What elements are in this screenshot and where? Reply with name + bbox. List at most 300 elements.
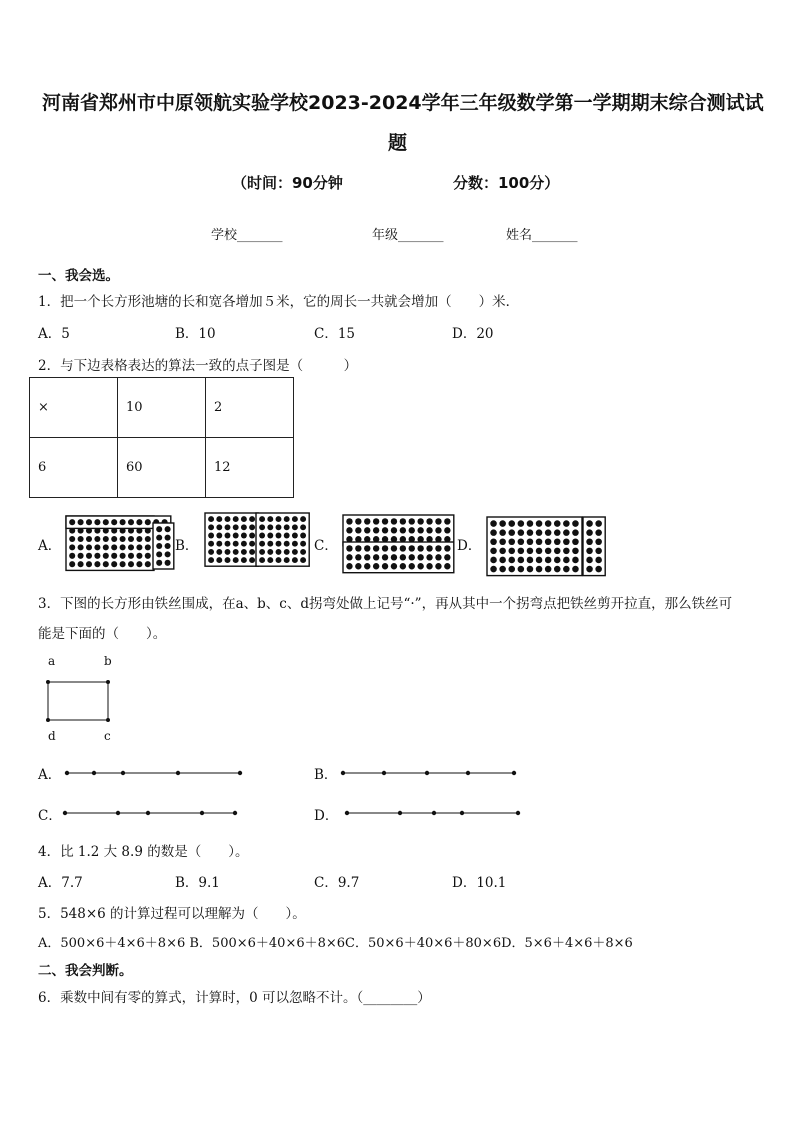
dot	[267, 524, 273, 530]
q3-option-b[interactable]: B．	[314, 767, 338, 783]
q2-option-d[interactable]: D．	[457, 538, 482, 554]
dot	[563, 557, 570, 564]
table-cell: 10	[118, 378, 206, 438]
dot	[225, 541, 231, 547]
dot	[382, 518, 388, 524]
dot	[545, 557, 552, 564]
dot	[382, 563, 388, 569]
dot	[499, 557, 506, 564]
dot	[364, 545, 370, 551]
dot	[267, 549, 273, 555]
dot	[86, 544, 92, 550]
dot	[346, 554, 352, 560]
dot	[554, 520, 561, 527]
q3-option-a[interactable]: A．	[38, 767, 62, 783]
dot	[444, 518, 450, 524]
question-3-text-line1: 3．下图的长方形由铁丝围成，在a、b、c、d拐弯处做上记号“·”，再从其中一个拐弯点把铁丝剪开拉直，那么铁丝可	[38, 596, 733, 612]
dot	[409, 527, 415, 533]
dot	[292, 557, 298, 563]
dot	[536, 548, 543, 555]
dot-block	[153, 523, 174, 569]
dot	[586, 520, 593, 527]
dot	[586, 529, 593, 536]
dot	[94, 544, 100, 550]
dot	[241, 533, 247, 539]
wire-line-option-a	[62, 766, 247, 780]
dot	[165, 560, 171, 566]
dot	[364, 518, 370, 524]
dot	[145, 536, 151, 542]
dot	[249, 516, 255, 522]
dot	[292, 524, 298, 530]
dot	[409, 563, 415, 569]
table-cell: 12	[206, 438, 294, 498]
dot-array-option-a	[65, 514, 165, 568]
dot	[284, 524, 290, 530]
dot	[444, 563, 450, 569]
dot	[527, 520, 534, 527]
dot	[527, 548, 534, 555]
dot	[490, 538, 497, 545]
dot	[216, 516, 222, 522]
dot	[364, 527, 370, 533]
dot	[165, 526, 171, 532]
q1-option-b[interactable]: B．10	[175, 326, 216, 342]
dot	[595, 557, 602, 564]
q1-option-d[interactable]: D．20	[452, 326, 494, 342]
wire-line-option-c	[60, 806, 245, 820]
dot	[545, 566, 552, 573]
dot	[595, 538, 602, 545]
dot	[292, 533, 298, 539]
dot	[259, 516, 265, 522]
dot	[435, 518, 441, 524]
dot	[120, 561, 126, 567]
dot-block	[583, 517, 605, 576]
dot	[249, 549, 255, 555]
dot	[400, 518, 406, 524]
dot	[94, 519, 100, 525]
dot	[508, 566, 515, 573]
dot	[527, 557, 534, 564]
dot	[373, 554, 379, 560]
dot	[241, 516, 247, 522]
dot	[536, 566, 543, 573]
dot	[276, 516, 282, 522]
dot	[355, 545, 361, 551]
dot	[69, 519, 75, 525]
corner-label-a: a	[48, 654, 56, 668]
dot	[435, 545, 441, 551]
dot	[572, 557, 579, 564]
dot	[595, 520, 602, 527]
dot	[216, 549, 222, 555]
dot	[128, 544, 134, 550]
dot	[208, 533, 214, 539]
dot	[391, 527, 397, 533]
question-5-text: 5．548×6 的计算过程可以理解为（ ）。	[38, 906, 306, 922]
grade-field[interactable]: 年级_______	[372, 228, 444, 243]
q1-option-c[interactable]: C．15	[314, 326, 356, 342]
question-4-text: 4．比 1.2 大 8.9 的数是（ ）。	[38, 844, 249, 860]
dot	[586, 566, 593, 573]
dot	[241, 541, 247, 547]
dot	[241, 557, 247, 563]
dot	[120, 519, 126, 525]
dot	[545, 529, 552, 536]
dot	[400, 527, 406, 533]
wire-line-option-d	[342, 806, 527, 820]
dot	[527, 566, 534, 573]
dot	[364, 554, 370, 560]
wire-line-option-b	[338, 766, 523, 780]
dot	[78, 553, 84, 559]
dot	[249, 557, 255, 563]
dot	[292, 516, 298, 522]
dot	[103, 544, 109, 550]
dot	[518, 520, 525, 527]
dot-array-option-d	[486, 516, 604, 570]
dot	[435, 554, 441, 560]
dot	[259, 524, 265, 530]
dot	[373, 563, 379, 569]
table-cell: 60	[118, 438, 206, 498]
dot-array-option-b	[204, 512, 304, 568]
dot	[346, 527, 352, 533]
dot	[545, 520, 552, 527]
dot	[518, 538, 525, 545]
dot	[225, 516, 231, 522]
dot	[508, 548, 515, 555]
dot	[382, 527, 388, 533]
dot	[554, 529, 561, 536]
dot	[382, 554, 388, 560]
dot	[536, 529, 543, 536]
dot	[284, 549, 290, 555]
dot	[409, 545, 415, 551]
dot	[128, 553, 134, 559]
q3-option-c[interactable]: C．	[38, 808, 62, 824]
dot	[233, 557, 239, 563]
question-1-text: 1．把一个长方形池塘的长和宽各增加５米，它的周长一共就会增加（ ）米．	[38, 294, 520, 310]
multiplication-table	[29, 377, 294, 498]
table-cell: ×	[30, 378, 118, 438]
dot	[259, 557, 265, 563]
page-title: 河南省郑州市中原领航实验学校2023-2024学年三年级数学第一学期期末综合测试试	[42, 92, 764, 114]
dot	[136, 561, 142, 567]
dot	[417, 545, 423, 551]
dot	[490, 566, 497, 573]
dot	[267, 557, 273, 563]
dot	[120, 544, 126, 550]
dot	[233, 549, 239, 555]
dot	[554, 566, 561, 573]
dot	[346, 545, 352, 551]
dot	[563, 566, 570, 573]
dot	[508, 520, 515, 527]
dot	[426, 563, 432, 569]
dot	[86, 536, 92, 542]
dot	[78, 536, 84, 542]
dot	[259, 549, 265, 555]
dot	[572, 538, 579, 545]
dot	[156, 526, 162, 532]
dot	[233, 516, 239, 522]
dot	[563, 520, 570, 527]
dot	[508, 557, 515, 564]
dot	[69, 544, 75, 550]
dot	[518, 548, 525, 555]
dot	[241, 524, 247, 530]
dot	[499, 566, 506, 573]
dot	[391, 518, 397, 524]
dot	[518, 566, 525, 573]
dot	[128, 519, 134, 525]
dot	[233, 541, 239, 547]
dot	[86, 561, 92, 567]
dot	[595, 529, 602, 536]
dot	[417, 563, 423, 569]
dot	[208, 541, 214, 547]
dot	[426, 527, 432, 533]
dot	[527, 529, 534, 536]
dot	[355, 527, 361, 533]
dot	[111, 536, 117, 542]
name-field[interactable]: 姓名_______	[506, 228, 578, 243]
dot	[216, 533, 222, 539]
q2-option-b[interactable]: B．	[175, 538, 199, 554]
exam-score: 分数：100分）	[453, 174, 560, 192]
dot	[435, 527, 441, 533]
dot	[136, 544, 142, 550]
dot	[444, 527, 450, 533]
dot	[103, 536, 109, 542]
dot	[128, 561, 134, 567]
dot	[595, 548, 602, 555]
dot	[208, 516, 214, 522]
page-title-continuation: 题	[388, 132, 408, 154]
dot	[364, 563, 370, 569]
dot	[355, 554, 361, 560]
dot	[69, 536, 75, 542]
table-cell: 2	[206, 378, 294, 438]
dot	[156, 551, 162, 557]
dot	[276, 533, 282, 539]
dot	[417, 527, 423, 533]
q2-option-c[interactable]: C．	[314, 538, 338, 554]
q4-option-c[interactable]: C．9.7	[314, 875, 360, 891]
q1-option-a[interactable]: A．5	[38, 326, 70, 342]
dot	[103, 561, 109, 567]
dot	[276, 549, 282, 555]
dot	[94, 553, 100, 559]
q4-option-d[interactable]: D．10.1	[452, 875, 507, 891]
dot	[554, 548, 561, 555]
dot	[499, 548, 506, 555]
dot	[78, 519, 84, 525]
dot	[284, 557, 290, 563]
dot	[208, 549, 214, 555]
dot-array-option-c	[342, 514, 454, 568]
exam-time: （时间：90分钟	[232, 174, 343, 192]
dot	[233, 533, 239, 539]
corner-label-b: b	[104, 654, 112, 668]
table-cell: 6	[30, 438, 118, 498]
dot	[69, 553, 75, 559]
dot	[563, 529, 570, 536]
question-2-text: 2．与下边表格表达的算法一致的点子图是（ ）	[38, 358, 358, 374]
dot	[444, 545, 450, 551]
dot	[572, 520, 579, 527]
dot	[490, 520, 497, 527]
dot	[111, 561, 117, 567]
wire-rectangle-diagram	[44, 678, 114, 724]
dot	[225, 557, 231, 563]
dot	[490, 529, 497, 536]
dot	[391, 554, 397, 560]
dot	[208, 524, 214, 530]
dot	[216, 541, 222, 547]
dot	[156, 560, 162, 566]
dot	[94, 536, 100, 542]
dot	[536, 538, 543, 545]
dot	[300, 533, 306, 539]
section-heading-choice: 一、我会选。	[38, 268, 119, 284]
dot	[499, 538, 506, 545]
dot	[563, 538, 570, 545]
dot	[391, 545, 397, 551]
section-heading-judgment: 二、我会判断。	[38, 963, 133, 979]
corner-label-d: d	[48, 729, 56, 743]
dot	[111, 519, 117, 525]
dot	[426, 518, 432, 524]
dot	[518, 557, 525, 564]
dot	[267, 533, 273, 539]
dot	[586, 557, 593, 564]
dot	[518, 529, 525, 536]
dot	[536, 520, 543, 527]
dot	[346, 563, 352, 569]
dot	[145, 553, 151, 559]
dot	[300, 516, 306, 522]
q5-options-line[interactable]: A．500×6＋4×6＋8×6 B．500×6＋40×6＋8×6C．50×6＋40×6＋80×6D．5×6＋4×6＋8×6	[38, 936, 633, 951]
dot	[292, 549, 298, 555]
dot	[69, 561, 75, 567]
dot	[103, 519, 109, 525]
dot	[225, 549, 231, 555]
dot	[499, 520, 506, 527]
dot	[300, 541, 306, 547]
dot	[572, 529, 579, 536]
dot	[259, 541, 265, 547]
dot	[508, 529, 515, 536]
dot	[284, 541, 290, 547]
dot	[409, 518, 415, 524]
school-field[interactable]: 学校_______	[211, 228, 283, 243]
dot	[400, 545, 406, 551]
dot	[444, 554, 450, 560]
dot	[259, 533, 265, 539]
dot	[216, 557, 222, 563]
dot	[225, 533, 231, 539]
dot	[409, 554, 415, 560]
dot	[136, 519, 142, 525]
q3-option-d[interactable]: D．	[314, 808, 339, 824]
q4-option-a[interactable]: A．7.7	[38, 875, 83, 891]
dot	[276, 524, 282, 530]
dot	[241, 549, 247, 555]
dot	[545, 548, 552, 555]
dot	[136, 536, 142, 542]
dot	[249, 541, 255, 547]
dot	[276, 557, 282, 563]
dot	[120, 553, 126, 559]
dot	[165, 535, 171, 541]
dot	[373, 545, 379, 551]
dot	[78, 544, 84, 550]
dot	[595, 566, 602, 573]
dot	[508, 538, 515, 545]
dot	[490, 557, 497, 564]
dot	[527, 538, 534, 545]
dot	[120, 536, 126, 542]
dot	[78, 561, 84, 567]
dot	[563, 548, 570, 555]
dot	[94, 561, 100, 567]
dot	[128, 536, 134, 542]
dot	[355, 518, 361, 524]
dot	[249, 533, 255, 539]
dot	[136, 553, 142, 559]
dot	[382, 545, 388, 551]
dot	[545, 538, 552, 545]
dot	[86, 553, 92, 559]
dot	[355, 563, 361, 569]
dot	[276, 541, 282, 547]
dot	[572, 566, 579, 573]
dot	[111, 544, 117, 550]
dot	[300, 549, 306, 555]
dot	[267, 541, 273, 547]
dot	[300, 524, 306, 530]
dot	[346, 518, 352, 524]
dot	[417, 518, 423, 524]
dot	[284, 516, 290, 522]
q2-option-a[interactable]: A．	[38, 538, 62, 554]
dot	[586, 538, 593, 545]
dot	[156, 543, 162, 549]
dot	[391, 563, 397, 569]
dot	[554, 538, 561, 545]
dot	[165, 543, 171, 549]
q4-option-b[interactable]: B．9.1	[175, 875, 220, 891]
dot	[554, 557, 561, 564]
dot	[284, 533, 290, 539]
dot	[86, 519, 92, 525]
dot	[145, 544, 151, 550]
dot	[208, 557, 214, 563]
dot	[225, 524, 231, 530]
dot	[586, 548, 593, 555]
dot	[145, 561, 151, 567]
dot	[165, 551, 171, 557]
dot	[300, 557, 306, 563]
question-3-text-line2: 能是下面的（ ）。	[38, 626, 167, 642]
dot	[499, 529, 506, 536]
dot	[216, 524, 222, 530]
dot	[490, 548, 497, 555]
dot	[400, 554, 406, 560]
